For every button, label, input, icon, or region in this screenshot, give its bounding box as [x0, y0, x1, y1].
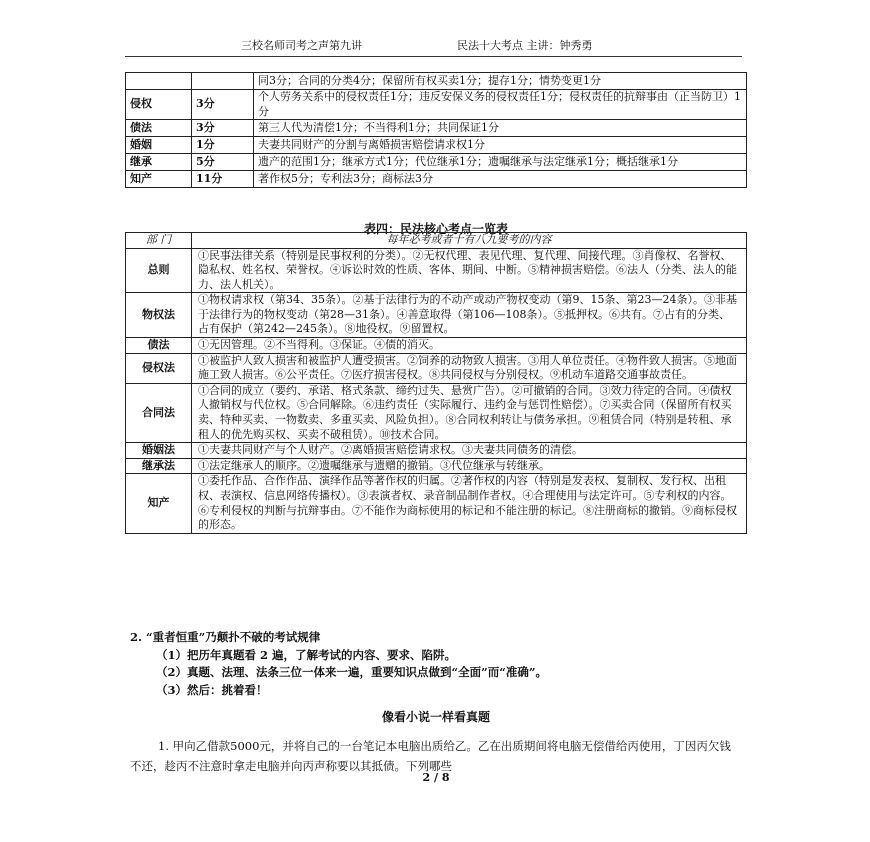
core-topics-table	[125, 232, 747, 534]
section-2	[130, 629, 750, 699]
table-row	[126, 248, 747, 293]
score-cell: 3分	[192, 90, 254, 120]
department-cell: 物权法	[126, 293, 192, 338]
department-cell: 债法	[126, 338, 192, 354]
table-row	[126, 90, 747, 120]
table-title: 表四：民法核心考点一览表	[363, 222, 508, 236]
table-row	[126, 338, 747, 354]
content-cell: ①被监护人致人损害和被监护人遭受损害。②饲养的动物致人损害。③用人单位责任。④物件致人损害。⑤地面施工致人损害。⑥公平责任。⑦医疗损害侵权。⑧共同侵权与分别侵权。⑨机动车道路交通事故责任。	[192, 353, 747, 383]
department-cell: 知产	[126, 474, 192, 533]
table-row	[126, 293, 747, 338]
content-cell: ①委托作品、合作作品、演绎作品等著作权的归属。②著作权的内容（特别是发表权、复制权、发行权、出租权、表演权、信息网络传播权）。③表演者权、录音制品制作者权。④合理使用与法定许可。⑤专利权的内容。⑥专利侵权的判断与抗辩事由。⑦不能作为商标使用的标记和不能注册的标记。⑧注册商标的撤销。⑨商标侵权的形态。	[192, 474, 747, 533]
department-cell: 继承法	[126, 458, 192, 474]
table-row	[126, 120, 747, 137]
table-row	[126, 73, 747, 90]
story-title: 像看小说一样看真题	[381, 710, 490, 724]
content-cell: 第三人代为清偿1分；不当得利1分；共同保证1分	[254, 120, 747, 137]
table-row	[126, 353, 747, 383]
page-header	[125, 38, 742, 57]
table-row	[126, 383, 747, 442]
content-cell: ①无因管理。②不当得利。③保证。④债的消灭。	[192, 338, 747, 354]
content-cell: 遗产的范围1分；继承方式1分；代位继承1分；遗嘱继承与法定继承1分；概括继承1分	[254, 154, 747, 171]
content-cell: ①民事法律关系（特别是民事权利的分类）。②无权代理、表见代理、复代理、间接代理。③肖像权、名誉权、隐私权、姓名权、荣誉权。④诉讼时效的性质、客体、期间、中断。⑤精神损害赔偿。⑥法人（分类、法人的能力、法人机关）。	[192, 248, 747, 293]
table-row	[126, 474, 747, 533]
score-table	[125, 72, 747, 188]
score-cell	[192, 73, 254, 90]
table-row	[126, 171, 747, 188]
content-cell: 个人劳务关系中的侵权责任1分；违反安保义务的侵权责任1分；侵权责任的抗辩事由（正当防卫）1分	[254, 90, 747, 120]
table-row	[126, 443, 747, 459]
category-cell: 知产	[126, 171, 192, 188]
category-cell: 婚姻	[126, 137, 192, 154]
category-cell	[126, 73, 192, 90]
content-cell: ①法定继承人的顺序。②遗嘱继承与遗赠的撤销。③代位继承与转继承。	[192, 458, 747, 474]
category-cell: 债法	[126, 120, 192, 137]
section-item: （2）真题、法理、法条三位一体来一遍，重要知识点做到“全面”而“准确”。	[156, 665, 547, 679]
department-cell: 总则	[126, 248, 192, 293]
page-number: 2 / 8	[422, 771, 450, 784]
section-heading: 2. “重者恒重”乃颠扑不破的考试规律	[130, 630, 321, 644]
table-row	[126, 458, 747, 474]
table-row	[126, 154, 747, 171]
category-cell: 侵权	[126, 90, 192, 120]
score-cell: 11分	[192, 171, 254, 188]
header-content: 每年必考或者十有八九要考的内容	[192, 233, 747, 249]
section-item: （3）然后：挑着看！	[156, 682, 268, 697]
content-cell: 夫妻共同财产的分割与离婚损害赔偿请求权1分	[254, 137, 747, 154]
score-cell: 5分	[192, 154, 254, 171]
category-cell: 继承	[126, 154, 192, 171]
table-row	[126, 137, 747, 154]
content-cell: ①合同的成立（要约、承诺、格式条款、缔约过失、悬赏广告）。②可撤销的合同。③效力待定的合同。④债权人撤销权与代位权。⑤合同解除。⑥违约责任（实际履行、违约金与惩罚性赔偿）。⑦买卖合同（保留所有权买卖、特种买卖、一物数卖、多重买卖、风险负担）。⑧合同权利转让与债务承担。⑨租赁合同（特别是转租、承租人的优先购买权、买卖不破租赁）。⑩技术合同。	[192, 383, 747, 442]
score-cell: 1分	[192, 137, 254, 154]
content-cell: 同3分；合同的分类4分；保留所有权买卖1分；提存1分；情势变更1分	[254, 73, 747, 90]
header-department: 部 门	[126, 233, 192, 249]
department-cell: 婚姻法	[126, 443, 192, 459]
header-left-text: 三校名师司考之声第九讲	[241, 39, 362, 52]
content-cell: ①夫妻共同财产与个人财产。②离婚损害赔偿请求权。③夫妻共同债务的清偿。	[192, 443, 747, 459]
header-right-text: 民法十大考点 主讲：钟秀勇	[457, 39, 593, 52]
score-cell: 3分	[192, 120, 254, 137]
section-item: （1）把历年真题看 2 遍，了解考试的内容、要求、陷阱。	[156, 647, 457, 662]
question-paragraph: 1. 甲向乙借款5000元，并将自己的一台笔记本电脑出质给乙。乙在出质期间将电脑无偿借给丙使用，丁因丙欠钱不还，趁丙不注意时拿走电脑并向丙声称要以其抵债。下列哪些	[130, 739, 731, 773]
department-cell: 侵权法	[126, 353, 192, 383]
department-cell: 合同法	[126, 383, 192, 442]
content-cell: 著作权5分；专利法3分；商标法3分	[254, 171, 747, 188]
table-header-row	[126, 233, 747, 249]
content-cell: ①物权请求权（第34、35条）。②基于法律行为的不动产或动产物权变动（第9、15条、第23—24条）。③非基于法律行为的物权变动（第28—31条）。④善意取得（第106—108条）。⑤抵押权。⑥共有。⑦占有的分类、占有保护（第242—245条）。⑧地役权。⑨留置权。	[192, 293, 747, 338]
